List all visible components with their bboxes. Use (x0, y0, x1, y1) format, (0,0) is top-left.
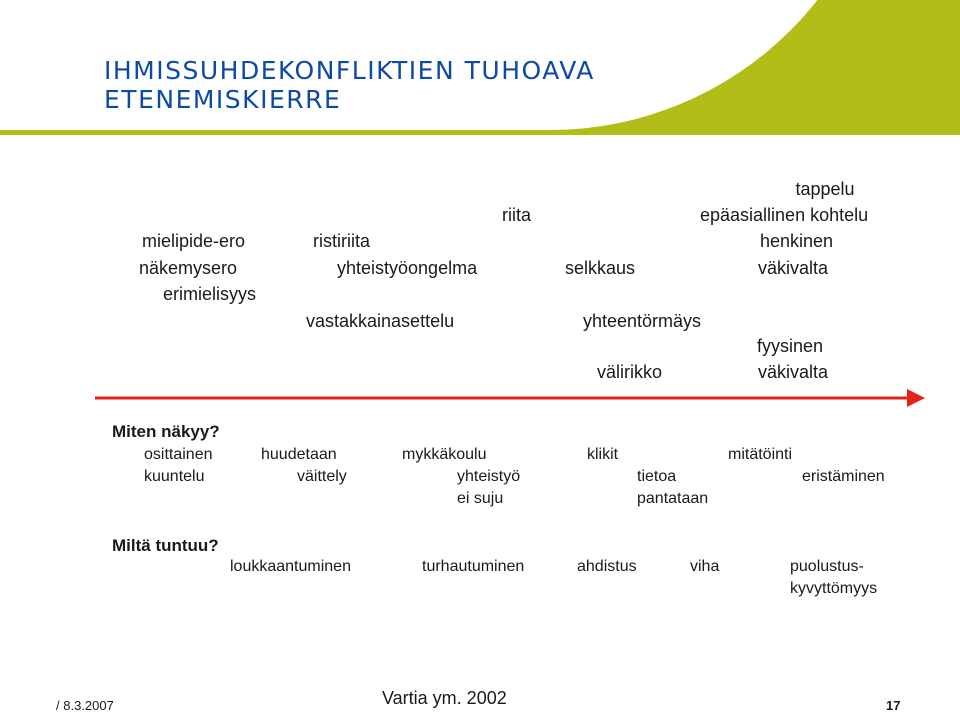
feels-turhautuminen: turhautuminen (422, 558, 525, 575)
shows-yhteistyo: yhteistyö (457, 468, 521, 485)
feels-viha: viha (690, 558, 720, 575)
term-epaasiallinen-kohtelu: epäasiallinen kohtelu (700, 205, 869, 225)
title-line-2: ETENEMISKIERRE (104, 85, 342, 114)
shows-osittainen: osittainen (144, 446, 213, 463)
shows-eristaminen: eristäminen (802, 468, 885, 485)
slide-title (104, 56, 595, 114)
term-valkivalta-2: väkivalta (758, 362, 829, 382)
shows-tietoa: tietoa (637, 468, 677, 485)
term-valirikko: välirikko (597, 362, 663, 382)
term-yhteentormays: yhteentörmäys (583, 311, 702, 331)
feels-puolustus: puolustus- (790, 558, 864, 575)
shows-kuuntelu: kuuntelu (144, 468, 205, 485)
term-erimielisyys: erimielisyys (162, 284, 256, 304)
shows-ei-suju: ei suju (457, 490, 504, 507)
term-fyysinen: fyysinen (757, 336, 824, 356)
arrow-head (907, 389, 925, 407)
term-ristiriita: ristiriita (313, 231, 370, 251)
footer-page-number: 17 (886, 698, 901, 713)
term-riita: riita (502, 205, 532, 225)
shows-klikit: klikit (587, 446, 619, 463)
banner-underline (0, 133, 960, 135)
shows-mitatointi: mitätöinti (728, 446, 793, 463)
shows-pantataan: pantataan (637, 490, 709, 507)
shows-vaittely: väittely (297, 468, 347, 485)
feels-loukkaantuminen: loukkaantuminen (230, 558, 351, 575)
escalation-arrow (95, 386, 925, 410)
footer-date: / 8.3.2007 (56, 698, 114, 713)
term-henkinen: henkinen (760, 231, 834, 251)
section-heading-how-it-feels: Miltä tuntuu? (112, 536, 219, 555)
footer-source: Vartia ym. 2002 (382, 688, 507, 708)
term-vastakkainasettelu: vastakkainasettelu (306, 311, 455, 331)
term-mielipide-ero: mielipide-ero (141, 231, 245, 251)
shows-mykkakoulu: mykkäkoulu (402, 446, 487, 463)
feels-kyvyttomyys: kyvyttömyys (790, 580, 878, 597)
title-line-1: IHMISSUHDEKONFLIKTIEN TUHOAVA (104, 56, 595, 85)
term-nakemysero: näkemysero (138, 258, 237, 278)
shows-huudetaan: huudetaan (261, 446, 337, 463)
feels-ahdistus: ahdistus (577, 558, 637, 575)
term-yhteistyoongelma: yhteistyöongelma (337, 258, 478, 278)
section-heading-how-it-shows: Miten näkyy? (112, 422, 220, 441)
term-selkkaus: selkkaus (565, 258, 636, 278)
term-valkivalta-1: väkivalta (758, 258, 829, 278)
term-tappelu: tappelu (795, 179, 855, 199)
